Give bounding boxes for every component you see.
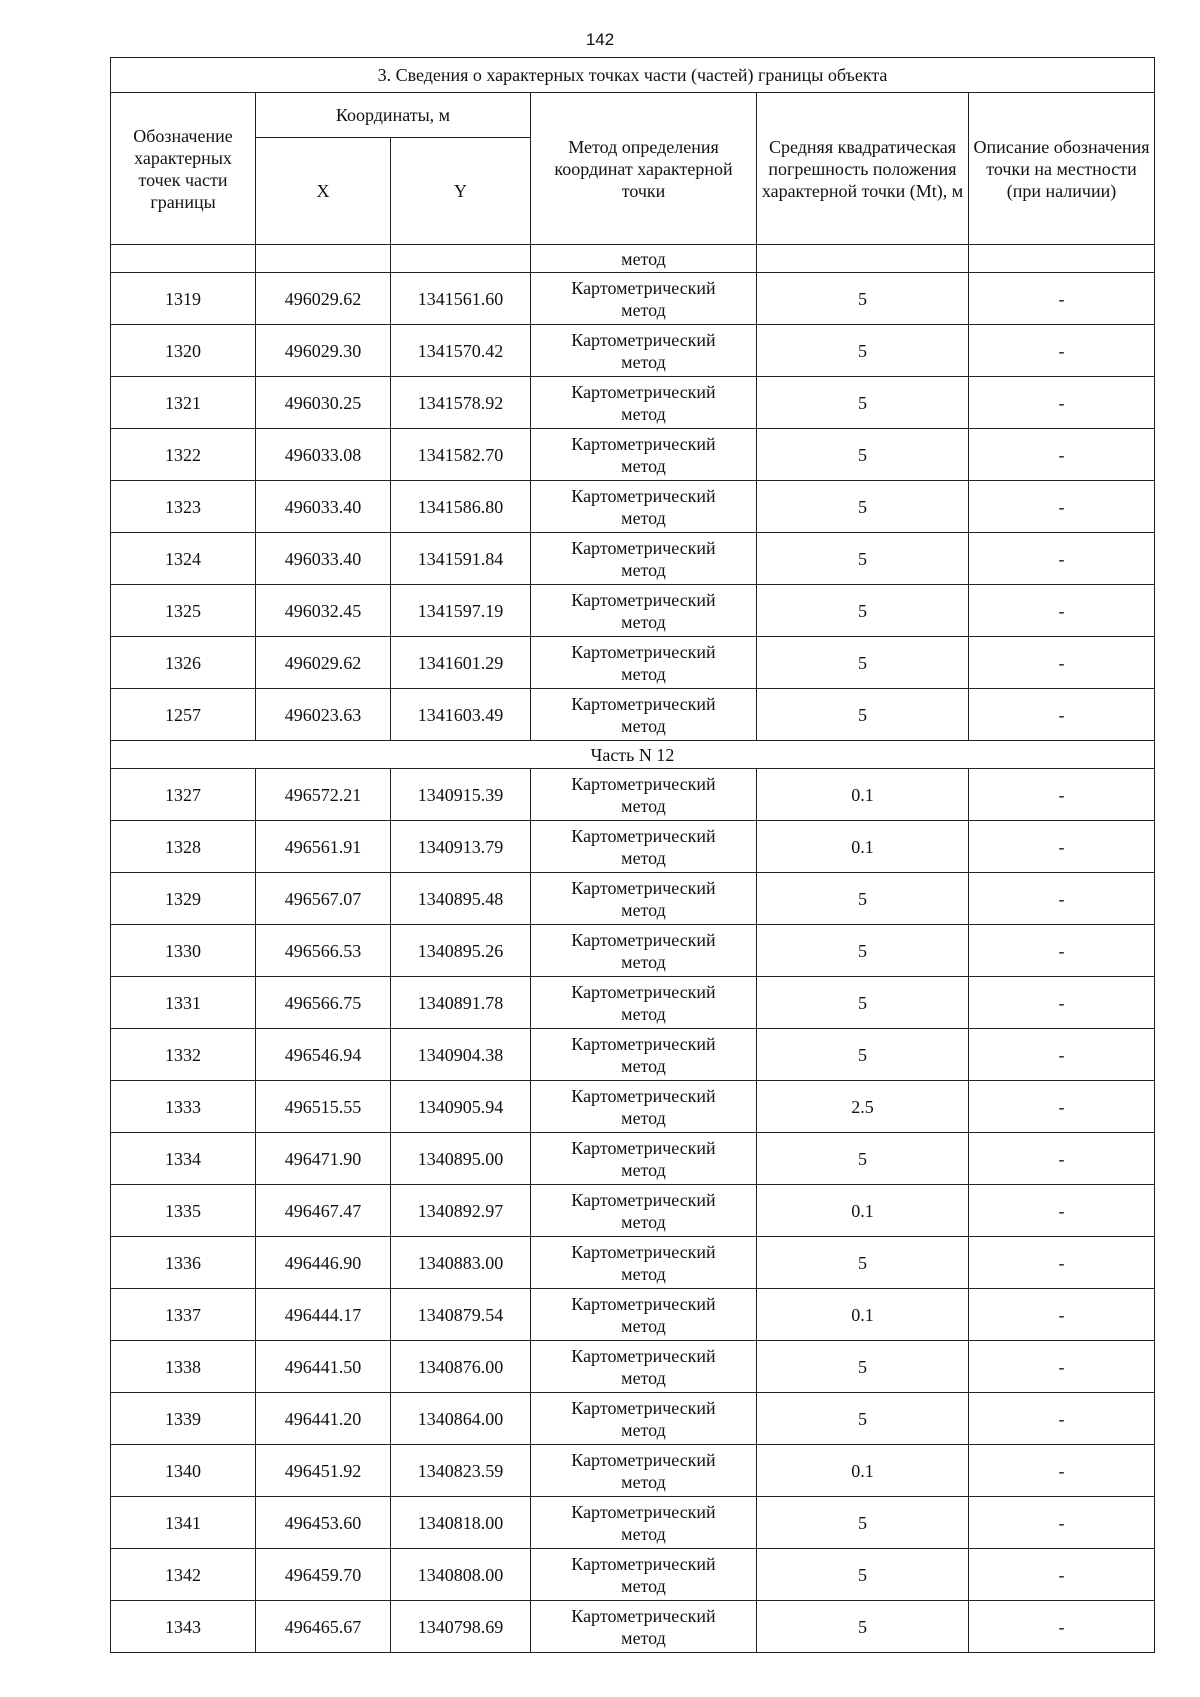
method-line-1: Картометрический [571,433,716,454]
table-row [111,689,1155,741]
description-cell: - [969,1393,1155,1445]
point-id-cell: 1334 [111,1133,256,1185]
coord-y-cell: 1340876.00 [391,1341,531,1393]
method-line-1: Картометрический [571,929,716,950]
point-id-cell: 1327 [111,769,256,821]
method-cell [531,1133,757,1185]
table-row [111,977,1155,1029]
description-cell: - [969,977,1155,1029]
description-cell: - [969,1237,1155,1289]
coord-x-cell: 496446.90 [256,1237,391,1289]
method-cell [531,429,757,481]
table-title: 3. Сведения о характерных точках части (частей) границы объекта [111,58,1155,93]
description-cell: - [969,429,1155,481]
accuracy-cell: 5 [757,585,969,637]
method-line-2: метод [621,1419,666,1440]
point-id-cell: 1338 [111,1341,256,1393]
coord-x-cell: 496572.21 [256,769,391,821]
coord-x-cell: 496465.67 [256,1601,391,1653]
method-line-2: метод [621,899,666,920]
header-designation: Обозначение характерных точек части границы [111,93,256,245]
coord-x-cell: 496561.91 [256,821,391,873]
method-line-1: Картометрический [571,537,716,558]
point-id-cell: 1331 [111,977,256,1029]
accuracy-cell: 2.5 [757,1081,969,1133]
method-line-2: метод [621,611,666,632]
coord-x-cell: 496030.25 [256,377,391,429]
method-line-1: Картометрический [571,1397,716,1418]
method-line-1: Картометрический [571,1449,716,1470]
coord-y-cell: 1340808.00 [391,1549,531,1601]
coord-y-cell: 1341597.19 [391,585,531,637]
method-line-1: Картометрический [571,877,716,898]
table-row [111,273,1155,325]
method-cell [531,1601,757,1653]
coord-y-cell: 1340915.39 [391,769,531,821]
description-cell: - [969,1601,1155,1653]
coord-y-cell: 1340891.78 [391,977,531,1029]
method-line-1: Картометрический [571,641,716,662]
coord-y-cell: 1340895.26 [391,925,531,977]
coord-x-cell: 496453.60 [256,1497,391,1549]
method-line-1: Картометрический [571,1553,716,1574]
table-row [111,637,1155,689]
coord-y-cell: 1340879.54 [391,1289,531,1341]
accuracy-cell: 5 [757,325,969,377]
accuracy-cell: 0.1 [757,1289,969,1341]
coord-x-cell: 496546.94 [256,1029,391,1081]
table-row [111,1393,1155,1445]
method-line-1: Картометрический [571,589,716,610]
accuracy-cell: 5 [757,1133,969,1185]
accuracy-cell: 5 [757,1029,969,1081]
method-line-2: метод [621,1003,666,1024]
method-cell [531,1237,757,1289]
method-line-2: метод [621,1211,666,1232]
method-cell [531,585,757,637]
point-id-cell: 1339 [111,1393,256,1445]
table-row [111,1341,1155,1393]
table-row [111,1133,1155,1185]
method-line-2: метод [621,351,666,372]
accuracy-cell: 0.1 [757,1445,969,1497]
accuracy-cell: 5 [757,873,969,925]
coord-x-cell: 496033.40 [256,533,391,585]
accuracy-cell: 5 [757,977,969,1029]
accuracy-cell: 5 [757,1237,969,1289]
point-id-cell: 1321 [111,377,256,429]
method-line-2: метод [621,1575,666,1596]
header-method: Метод определения координат характерной точки [531,93,757,245]
coord-y-cell: 1340798.69 [391,1601,531,1653]
coord-y-cell: 1340883.00 [391,1237,531,1289]
method-line-2: метод [621,1367,666,1388]
coord-x-cell: 496029.62 [256,637,391,689]
method-cell [531,1029,757,1081]
description-cell: - [969,1445,1155,1497]
method-cell [531,1445,757,1497]
point-id-cell: 1335 [111,1185,256,1237]
coord-x-cell: 496515.55 [256,1081,391,1133]
method-cell [531,377,757,429]
coord-y-cell: 1340895.48 [391,873,531,925]
method-line-2: метод [621,403,666,424]
method-line-1: Картометрический [571,693,716,714]
accuracy-cell: 5 [757,481,969,533]
coord-y-cell: 1341578.92 [391,377,531,429]
method-line-2: метод [621,1627,666,1648]
boundary-points-table [110,57,1155,1653]
coord-y-cell: 1341582.70 [391,429,531,481]
method-line-1: Картометрический [571,1241,716,1262]
table-row [111,533,1155,585]
accuracy-cell: 5 [757,273,969,325]
coord-x-cell: 496441.50 [256,1341,391,1393]
table-row [111,1237,1155,1289]
coord-y-cell: 1340892.97 [391,1185,531,1237]
method-cell [531,273,757,325]
point-id-cell: 1342 [111,1549,256,1601]
point-id-cell: 1343 [111,1601,256,1653]
table-row [111,1029,1155,1081]
method-line-2: метод [621,847,666,868]
point-id-cell: 1336 [111,1237,256,1289]
description-cell: - [969,925,1155,977]
description-cell: - [969,873,1155,925]
accuracy-cell: 5 [757,689,969,741]
method-line-1: Картометрический [571,1501,716,1522]
coord-x-cell: 496444.17 [256,1289,391,1341]
description-cell: - [969,325,1155,377]
method-line-2: метод [621,795,666,816]
method-cell [531,925,757,977]
coord-x-cell: 496471.90 [256,1133,391,1185]
header-coordinates: Координаты, м [256,93,531,138]
method-line-2: метод [621,507,666,528]
method-line-2: метод [621,1523,666,1544]
point-id-cell: 1333 [111,1081,256,1133]
point-id-cell: 1320 [111,325,256,377]
table-row [111,925,1155,977]
coord-y-cell: 1340895.00 [391,1133,531,1185]
method-line-2: метод [621,663,666,684]
table-row [111,1497,1155,1549]
accuracy-cell: 5 [757,1393,969,1445]
table-row [111,429,1155,481]
method-cell [531,873,757,925]
method-line-1: Картометрический [571,1293,716,1314]
point-id-cell: 1332 [111,1029,256,1081]
table-row [111,821,1155,873]
method-line-2: метод [621,1107,666,1128]
point-id-cell: 1330 [111,925,256,977]
description-cell: - [969,533,1155,585]
method-line-1: Картометрический [571,1137,716,1158]
point-id-cell: 1325 [111,585,256,637]
accuracy-cell: 5 [757,377,969,429]
method-cell [531,1497,757,1549]
point-id-cell: 1329 [111,873,256,925]
method-cell [531,1289,757,1341]
method-line-2: метод [621,1055,666,1076]
method-line-2: метод [621,951,666,972]
description-cell: - [969,1549,1155,1601]
method-line-2: метод [621,1315,666,1336]
method-line-1: Картометрический [571,485,716,506]
coord-x-cell: 496032.45 [256,585,391,637]
coord-x-cell: 496566.75 [256,977,391,1029]
accuracy-cell: 0.1 [757,1185,969,1237]
table-row [111,377,1155,429]
method-line-1: Картометрический [571,1605,716,1626]
method-cell [531,1185,757,1237]
method-line-2: метод [621,1263,666,1284]
method-line-1: Картометрический [571,773,716,794]
coord-x-cell: 496033.08 [256,429,391,481]
description-cell: - [969,1133,1155,1185]
method-line-1: Картометрический [571,329,716,350]
point-id-cell: 1323 [111,481,256,533]
method-line-2: метод [621,715,666,736]
method-cell [531,769,757,821]
method-line-2: метод [621,1471,666,1492]
table-row [111,1445,1155,1497]
method-cell [531,689,757,741]
method-cell [531,1341,757,1393]
accuracy-cell: 5 [757,1497,969,1549]
description-cell: - [969,481,1155,533]
description-cell: - [969,1497,1155,1549]
method-line-2: метод [621,299,666,320]
coord-x-cell: 496023.63 [256,689,391,741]
method-line-1: Картометрический [571,381,716,402]
method-line-1: Картометрический [571,825,716,846]
coord-x-cell: 496459.70 [256,1549,391,1601]
header-x: X [256,138,391,245]
header-accuracy: Средняя квадратическая погрешность положения характерной точки (Mt), м [757,93,969,245]
point-id-cell: 1337 [111,1289,256,1341]
description-cell: - [969,769,1155,821]
point-id-cell: 1257 [111,689,256,741]
accuracy-cell: 0.1 [757,769,969,821]
page-number: 142 [585,30,615,49]
part-label: Часть N 12 [111,741,1155,769]
method-line-2: метод [621,1159,666,1180]
table-row [111,1601,1155,1653]
point-id-cell: 1324 [111,533,256,585]
accuracy-cell: 5 [757,1601,969,1653]
coord-x-cell: 496467.47 [256,1185,391,1237]
description-cell: - [969,273,1155,325]
table-row [111,481,1155,533]
table-row [111,1289,1155,1341]
description-cell: - [969,1341,1155,1393]
method-cell [531,977,757,1029]
description-cell: - [969,1081,1155,1133]
header-y: Y [391,138,531,245]
coord-x-cell: 496029.62 [256,273,391,325]
part-label-row [111,741,1155,769]
accuracy-cell: 5 [757,533,969,585]
coord-y-cell: 1340818.00 [391,1497,531,1549]
method-cell [531,481,757,533]
point-id-cell: 1322 [111,429,256,481]
description-cell: - [969,637,1155,689]
accuracy-cell: 5 [757,637,969,689]
coord-x-cell: 496033.40 [256,481,391,533]
method-line-2: метод [621,559,666,580]
method-cell [531,1081,757,1133]
point-id-cell: 1340 [111,1445,256,1497]
description-cell: - [969,689,1155,741]
description-cell: - [969,1185,1155,1237]
method-cell [531,1393,757,1445]
method-line-2: метод [621,455,666,476]
coord-y-cell: 1341561.60 [391,273,531,325]
point-id-cell: 1319 [111,273,256,325]
coord-y-cell: 1340864.00 [391,1393,531,1445]
method-line-1: Картометрический [571,1189,716,1210]
coord-y-cell: 1341586.80 [391,481,531,533]
point-id-cell: 1328 [111,821,256,873]
method-line-1: Картометрический [571,1345,716,1366]
description-cell: - [969,377,1155,429]
method-cell [531,325,757,377]
coord-y-cell: 1340905.94 [391,1081,531,1133]
coord-x-cell: 496567.07 [256,873,391,925]
coord-y-cell: 1341591.84 [391,533,531,585]
coord-x-cell: 496029.30 [256,325,391,377]
description-cell: - [969,585,1155,637]
method-cell [531,1549,757,1601]
header-description: Описание обозначения точки на местности (при наличии) [969,93,1155,245]
method-line-1: Картометрический [571,981,716,1002]
table-row [111,1185,1155,1237]
coord-y-cell: 1341570.42 [391,325,531,377]
accuracy-cell: 5 [757,1341,969,1393]
accuracy-cell: 5 [757,429,969,481]
accuracy-cell: 5 [757,925,969,977]
coord-y-cell: 1341603.49 [391,689,531,741]
table-row [111,873,1155,925]
accuracy-cell: 0.1 [757,821,969,873]
method-line-1: Картометрический [571,1085,716,1106]
method-cell [531,533,757,585]
point-id-cell: 1326 [111,637,256,689]
table-row [111,1081,1155,1133]
continued-method-cell: метод [531,245,757,273]
coord-x-cell: 496566.53 [256,925,391,977]
method-cell [531,637,757,689]
table-row [111,585,1155,637]
table-row [111,1549,1155,1601]
accuracy-cell: 5 [757,1549,969,1601]
coord-y-cell: 1340904.38 [391,1029,531,1081]
table-row [111,769,1155,821]
table-body [111,245,1155,1653]
point-id-cell: 1341 [111,1497,256,1549]
table-row [111,325,1155,377]
coord-x-cell: 496451.92 [256,1445,391,1497]
method-line-1: Картометрический [571,1033,716,1054]
coord-y-cell: 1340823.59 [391,1445,531,1497]
description-cell: - [969,1289,1155,1341]
description-cell: - [969,821,1155,873]
method-line-1: Картометрический [571,277,716,298]
coord-y-cell: 1341601.29 [391,637,531,689]
coord-y-cell: 1340913.79 [391,821,531,873]
method-cell [531,821,757,873]
coord-x-cell: 496441.20 [256,1393,391,1445]
continued-row [111,245,1155,273]
description-cell: - [969,1029,1155,1081]
